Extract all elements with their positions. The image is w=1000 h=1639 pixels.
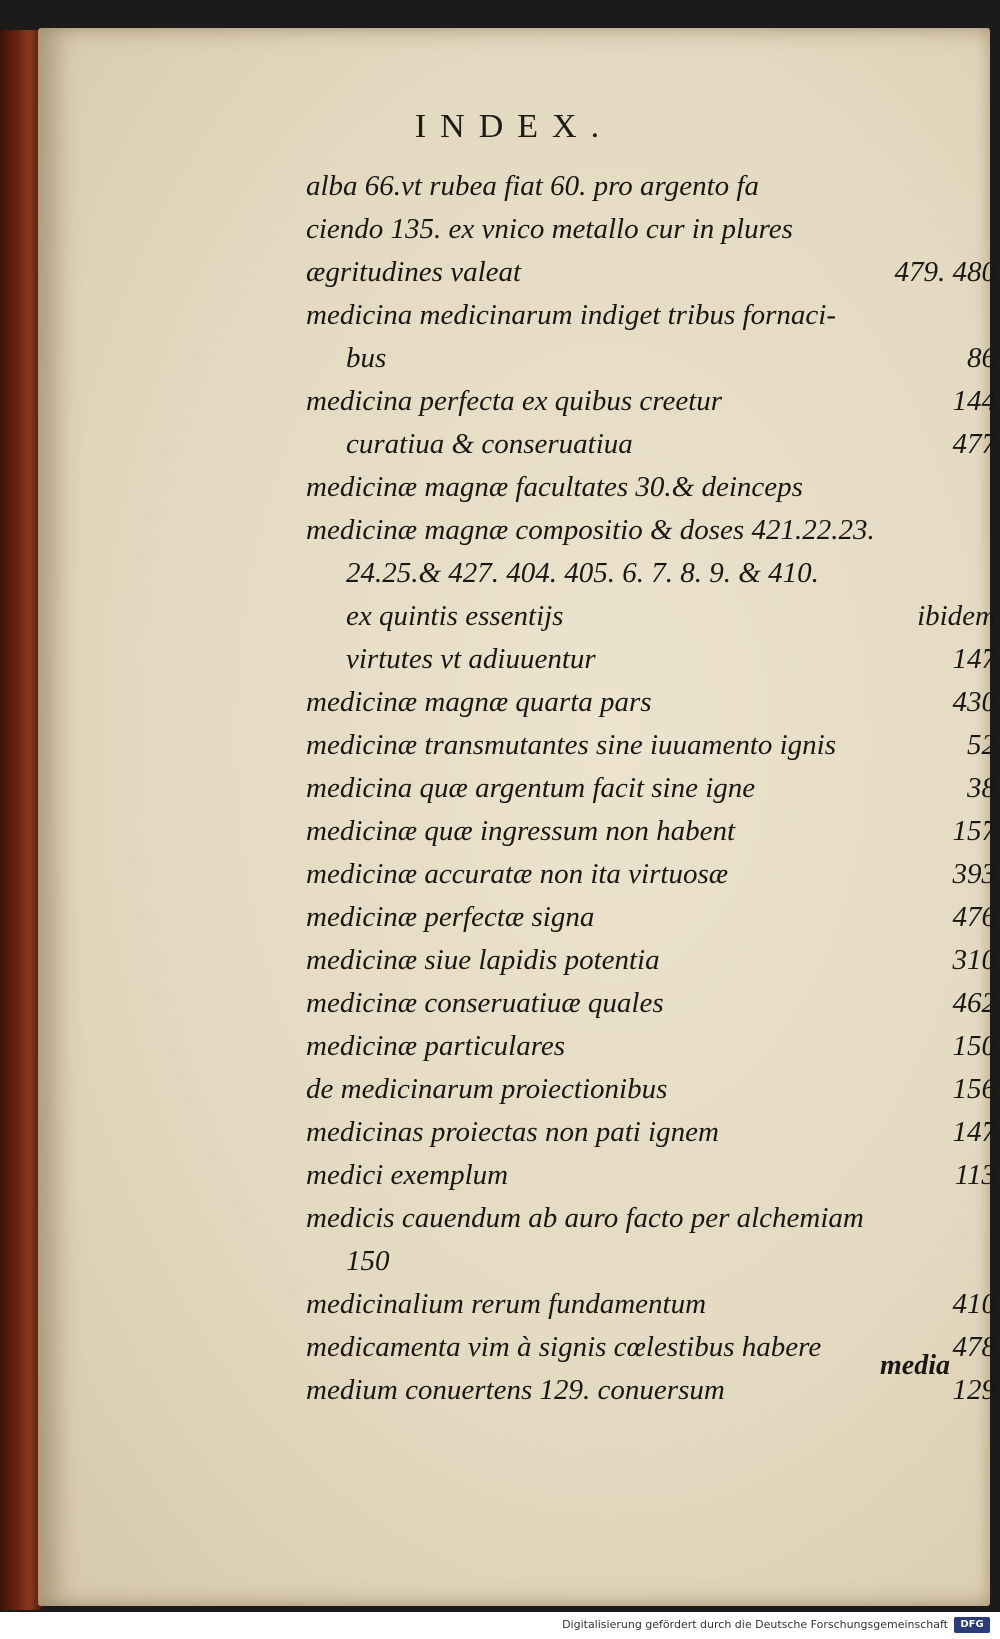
index-line <box>306 252 996 295</box>
index-line <box>306 424 996 467</box>
entry-text: ex quintis essentijs <box>346 600 564 632</box>
entry-text: medicinæ magnæ facultates 30.& deinceps <box>306 471 803 503</box>
entry-page: 156 <box>952 1073 996 1105</box>
entry-text: medicamenta vim à signis cœlestibus habere <box>306 1331 822 1363</box>
entry-page: 478 <box>952 1331 996 1363</box>
entry-text: virtutes vt adiuuentur <box>346 643 596 675</box>
index-line <box>306 295 996 338</box>
entry-text: medicinæ perfectæ signa <box>306 901 595 933</box>
index-line <box>306 381 996 424</box>
index-line <box>306 209 996 252</box>
entry-page: 477 <box>952 428 996 460</box>
entry-text: medicina quæ argentum facit sine igne <box>306 772 756 804</box>
index-line <box>306 639 996 682</box>
entry-page: 129 <box>952 1374 996 1406</box>
entry-text: 24.25.& 427. 404. 405. 6. 7. 8. 9. & 410. <box>346 557 819 589</box>
index-line <box>306 510 996 553</box>
index-line <box>306 725 996 768</box>
entry-text: de medicinarum proiectionibus <box>306 1073 668 1105</box>
index-line <box>306 940 996 983</box>
entry-page: 86 <box>967 342 996 374</box>
entry-page: 147 <box>952 643 996 675</box>
index-line <box>306 596 996 639</box>
entry-page: 52 <box>967 729 996 761</box>
digitization-footer <box>0 1612 1000 1639</box>
catchword: media <box>880 1350 950 1381</box>
entry-text: medicinæ siue lapidis potentia <box>306 944 660 976</box>
entry-text: ciendo 135. ex vnico metallo cur in plures <box>306 213 793 245</box>
index-line <box>306 553 996 596</box>
entry-page: 410 <box>952 1288 996 1320</box>
entry-page: 144 <box>952 385 996 417</box>
entry-page: 476 <box>952 901 996 933</box>
index-line <box>306 897 996 940</box>
entry-page: 430 <box>952 686 996 718</box>
entry-page: 310 <box>952 944 996 976</box>
entry-text: medicinæ magnæ quarta pars <box>306 686 652 718</box>
entry-text: medicina medicinarum indiget tribus fornaci- <box>306 299 836 331</box>
entry-text: curatiua & conseruatiua <box>346 428 633 460</box>
entry-page: 38 <box>967 772 996 804</box>
entry-text: medicinæ conseruatiuæ quales <box>306 987 664 1019</box>
entry-text: alba 66.vt rubea fiat 60. pro argento fa <box>306 170 759 202</box>
entry-page: 157 <box>952 815 996 847</box>
entry-text: medium conuertens 129. conuersum <box>306 1374 725 1406</box>
index-line <box>306 1112 996 1155</box>
book-page <box>38 28 996 1606</box>
entry-page: 479. 480 <box>894 256 996 288</box>
entry-text: medici exemplum <box>306 1159 509 1191</box>
entry-page: 462 <box>952 987 996 1019</box>
index-line <box>306 768 996 811</box>
index-line <box>306 983 996 1026</box>
page-header: INDEX. <box>414 108 614 145</box>
index-line <box>306 682 996 725</box>
index-line <box>306 338 996 381</box>
index-line <box>306 1155 996 1198</box>
entry-text: medicinalium rerum fundamentum <box>306 1288 707 1320</box>
dfg-logo-icon: DFG <box>954 1617 990 1633</box>
index-line <box>306 467 996 510</box>
entry-text: bus <box>346 342 387 374</box>
index-line <box>306 1026 996 1069</box>
book-binding <box>0 30 42 1610</box>
entry-page: 147 <box>952 1116 996 1148</box>
index-line <box>306 1198 996 1241</box>
entry-text: medicina perfecta ex quibus creetur <box>306 385 723 417</box>
entry-page: 150 <box>952 1030 996 1062</box>
entry-page: 113 <box>954 1159 996 1191</box>
index-line <box>306 1241 996 1284</box>
index-line <box>306 854 996 897</box>
entry-text: medicinæ quæ ingressum non habent <box>306 815 736 847</box>
entry-text: ægritudines valeat <box>306 256 522 288</box>
entry-text: medicinas proiectas non pati ignem <box>306 1116 719 1148</box>
entry-text: medicinæ transmutantes sine iuuamento ignis <box>306 729 837 761</box>
index-entries <box>306 166 996 1413</box>
funding-credit: Digitalisierung gefördert durch die Deutsche Forschungsgemeinschaft <box>562 1618 948 1631</box>
entry-text: 150 <box>346 1245 390 1277</box>
index-line <box>306 166 996 209</box>
index-line <box>306 1069 996 1112</box>
index-line <box>306 811 996 854</box>
index-line <box>306 1284 996 1327</box>
entry-text: medicis cauendum ab auro facto per alchemiam <box>306 1202 864 1234</box>
entry-page: 393 <box>952 858 996 890</box>
entry-page: ibidem <box>917 600 996 632</box>
entry-text: medicinæ particulares <box>306 1030 566 1062</box>
entry-text: medicinæ accuratæ non ita virtuosæ <box>306 858 729 890</box>
entry-text: medicinæ magnæ compositio & doses 421.22.23. <box>306 514 875 546</box>
